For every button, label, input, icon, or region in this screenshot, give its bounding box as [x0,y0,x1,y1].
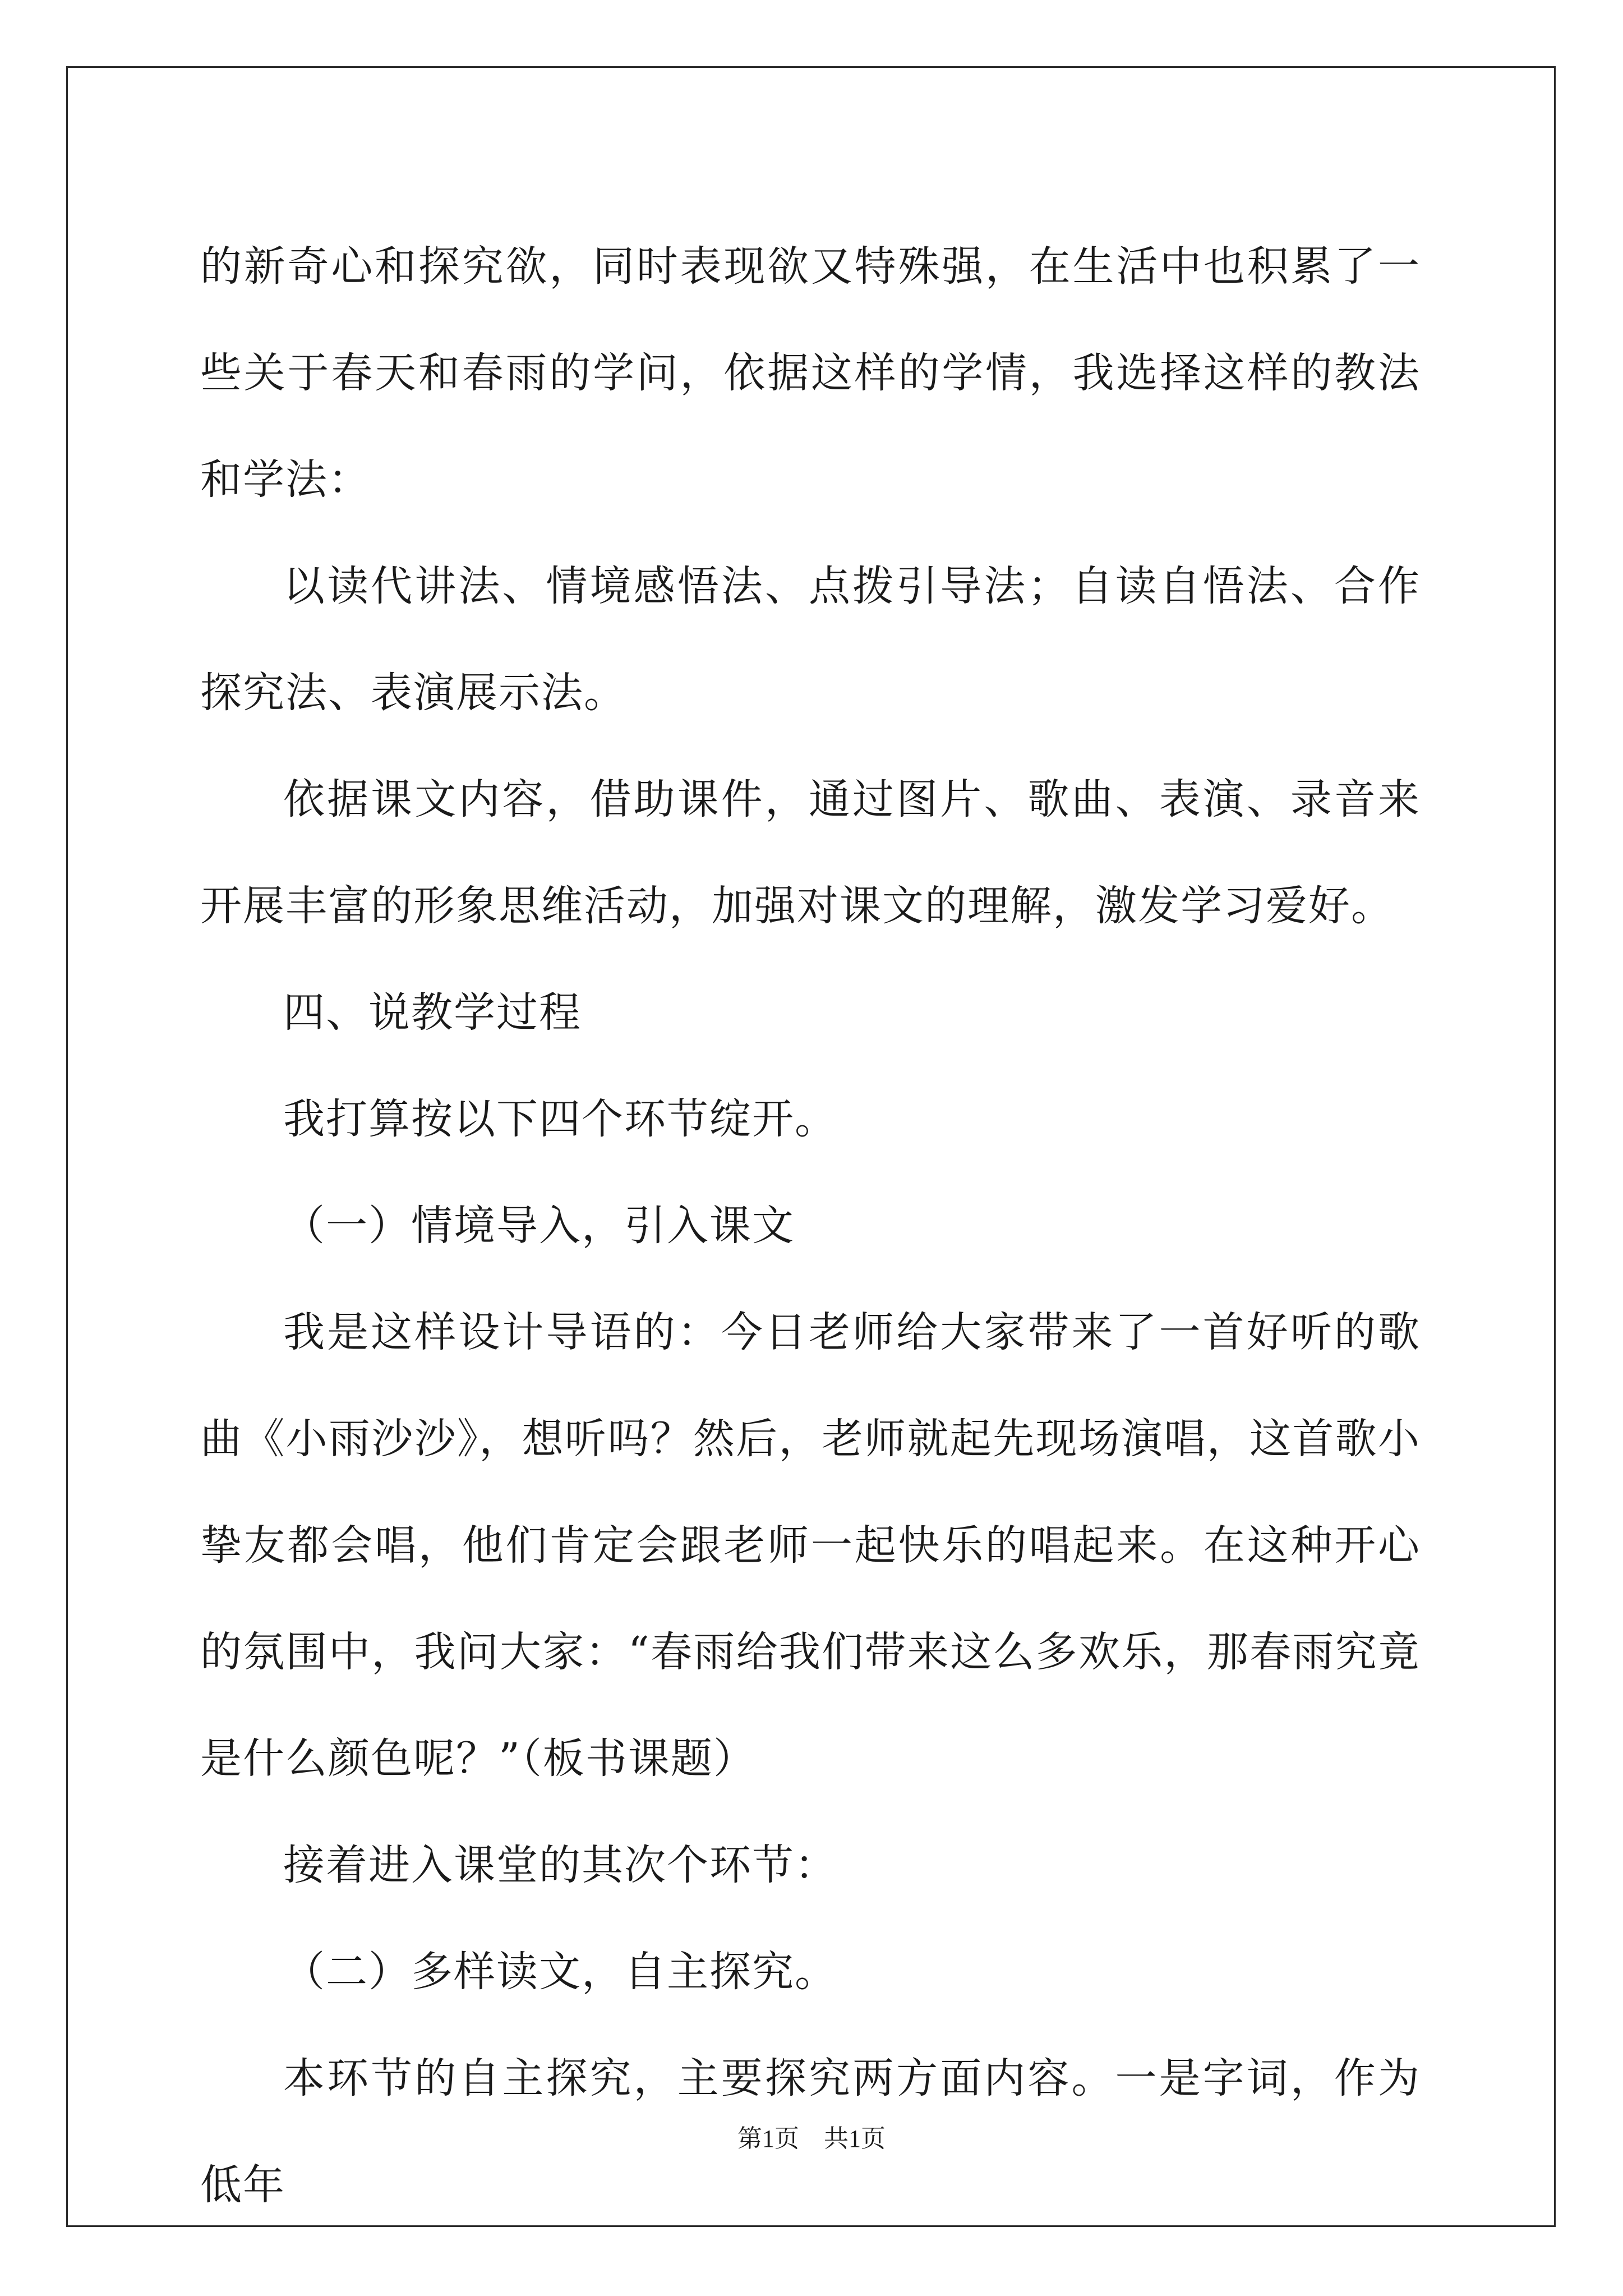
paragraph-8: 接着进入课堂的其次个环节： [283,1841,837,1889]
paragraph-3: 依据课文内容，借助课件，通过图片、歌曲、表演、录音来开展丰富的形象思维活动，加强对课文的理解，激发学习爱好。 [200,775,1421,930]
document-body [200,213,1421,2238]
paragraph-7: 我是这样设计导语的：今日老师给大家带来了一首好听的歌曲《小雨沙沙》，想听吗？然后，老师就起先现场演唱，这首歌小挚友都会唱，他们肯定会跟老师一起快乐的唱起来。在这种开心的氛围中，我问大家：“春雨给我们带来这么多欢乐，那春雨究竟是什么颜色呢？”（板书课题） [200,1308,1421,1783]
section-heading-teaching-process: 四、说教学过程 [283,988,582,1037]
paragraph-10: 本环节的自主探究，主要探究两方面内容。一是字词，作为低年 [200,2054,1421,2209]
page-number-footer: 第1页 共1页 [737,2125,886,2152]
paragraph-5: 我打算按以下四个环节绽开。 [283,1095,837,1143]
subheading-diverse-reading: （二）多样读文，自主探究。 [283,1948,837,1996]
subheading-scenario-intro: （一）情境导入，引入课文 [283,1202,795,1250]
paragraph-1: 的新奇心和探究欲，同时表现欲又特殊强，在生活中也积累了一些关于春天和春雨的学问，依据这样的学情，我选择这样的教法和学法： [200,242,1421,504]
paragraph-2: 以读代讲法、情境感悟法、点拨引导法；自读自悟法、合作探究法、表演展示法。 [200,562,1421,717]
